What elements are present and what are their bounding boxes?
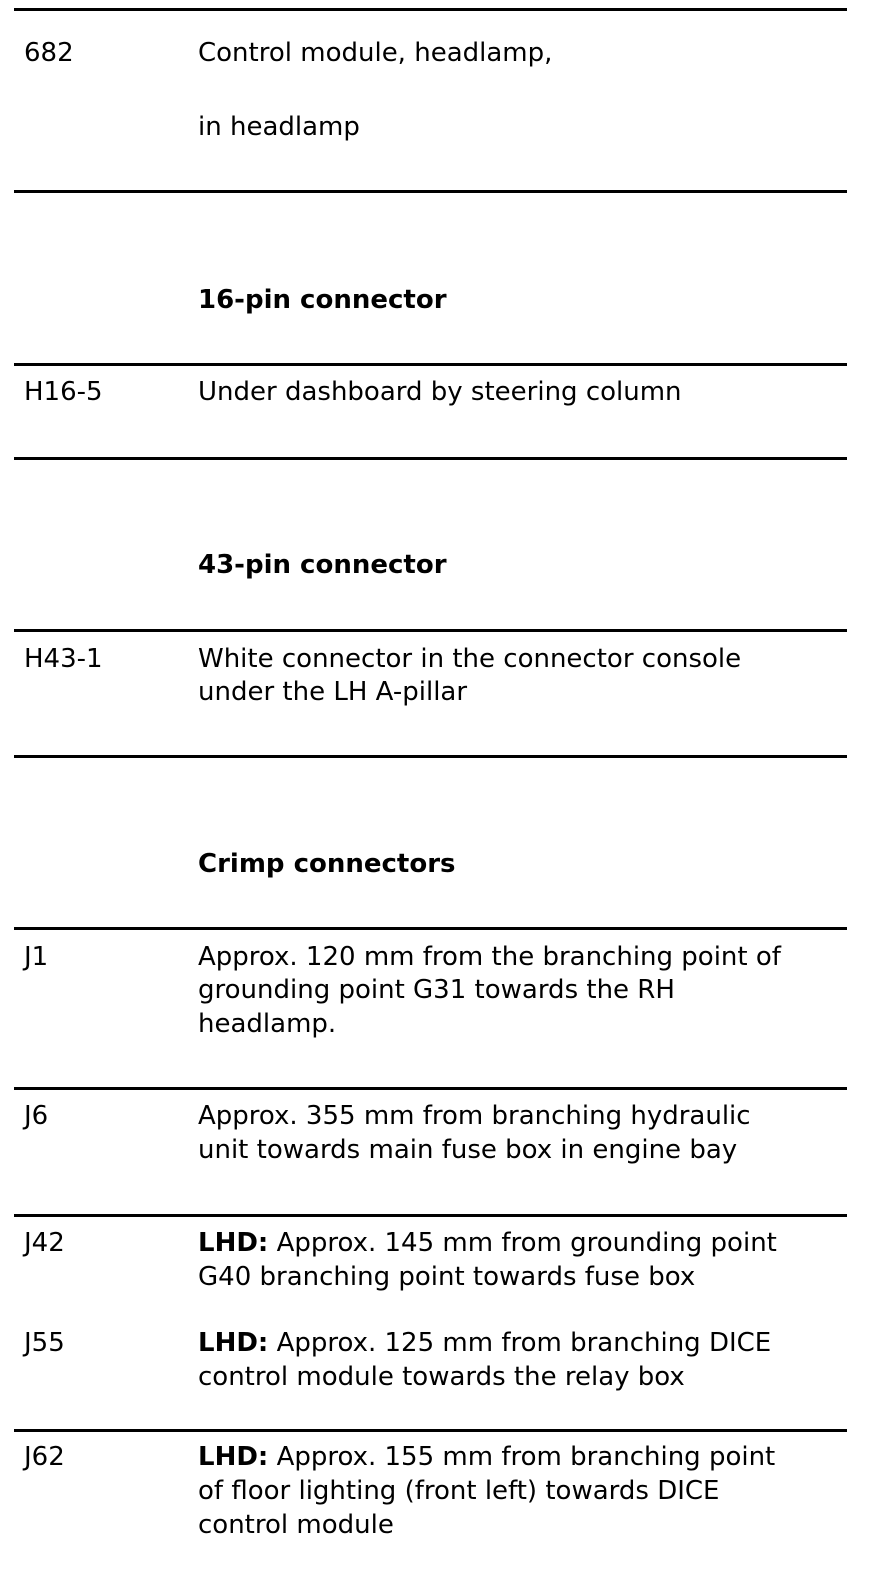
connector-code: H16-5	[24, 377, 103, 407]
crimp-location-text: Approx. 145 mm from grounding point	[268, 1228, 777, 1258]
divider	[14, 629, 847, 632]
connector-code: H43-1	[24, 644, 103, 674]
crimp-location: Approx. 355 mm from branching hydraulic	[198, 1101, 751, 1131]
crimp-location	[198, 1226, 777, 1260]
crimp-location: headlamp.	[198, 1009, 337, 1039]
crimp-code: J42	[24, 1228, 65, 1258]
connector-location: Under dashboard by steering column	[198, 377, 682, 407]
crimp-location: unit towards main fuse box in engine bay	[198, 1135, 738, 1165]
connector-location: under the LH A-pillar	[198, 677, 468, 707]
crimp-code: J55	[24, 1328, 65, 1358]
component-code: 682	[24, 38, 74, 68]
divider	[14, 363, 847, 366]
lhd-label: LHD:	[198, 1442, 269, 1472]
component-description: in headlamp	[198, 112, 360, 142]
divider	[14, 1214, 847, 1217]
divider	[14, 1087, 847, 1090]
crimp-location: Approx. 120 mm from the branching point of	[198, 942, 781, 972]
crimp-code: J6	[24, 1101, 49, 1131]
crimp-code: J1	[24, 942, 49, 972]
divider	[14, 1429, 847, 1432]
section-heading: 43-pin connector	[198, 550, 447, 580]
crimp-location-text: Approx. 125 mm from branching DICE	[268, 1328, 772, 1358]
crimp-location-text: Approx. 155 mm from branching point	[268, 1442, 776, 1472]
lhd-label: LHD:	[198, 1328, 269, 1358]
section-heading: 16-pin connector	[198, 285, 447, 315]
crimp-location: control module	[198, 1510, 394, 1540]
crimp-location: control module towards the relay box	[198, 1362, 685, 1392]
divider	[14, 457, 847, 460]
divider	[14, 755, 847, 758]
crimp-location	[198, 1440, 775, 1474]
component-description: Control module, headlamp,	[198, 38, 553, 68]
lhd-label: LHD:	[198, 1228, 269, 1258]
crimp-code: J62	[24, 1442, 65, 1472]
crimp-location: G40 branching point towards fuse box	[198, 1262, 696, 1292]
connector-location: White connector in the connector console	[198, 644, 742, 674]
section-heading: Crimp connectors	[198, 849, 456, 879]
divider	[14, 927, 847, 930]
crimp-location	[198, 1326, 771, 1360]
crimp-location: grounding point G31 towards the RH	[198, 975, 675, 1005]
divider	[14, 190, 847, 193]
crimp-location: of floor lighting (front left) towards DICE	[198, 1476, 720, 1506]
divider	[14, 8, 847, 11]
